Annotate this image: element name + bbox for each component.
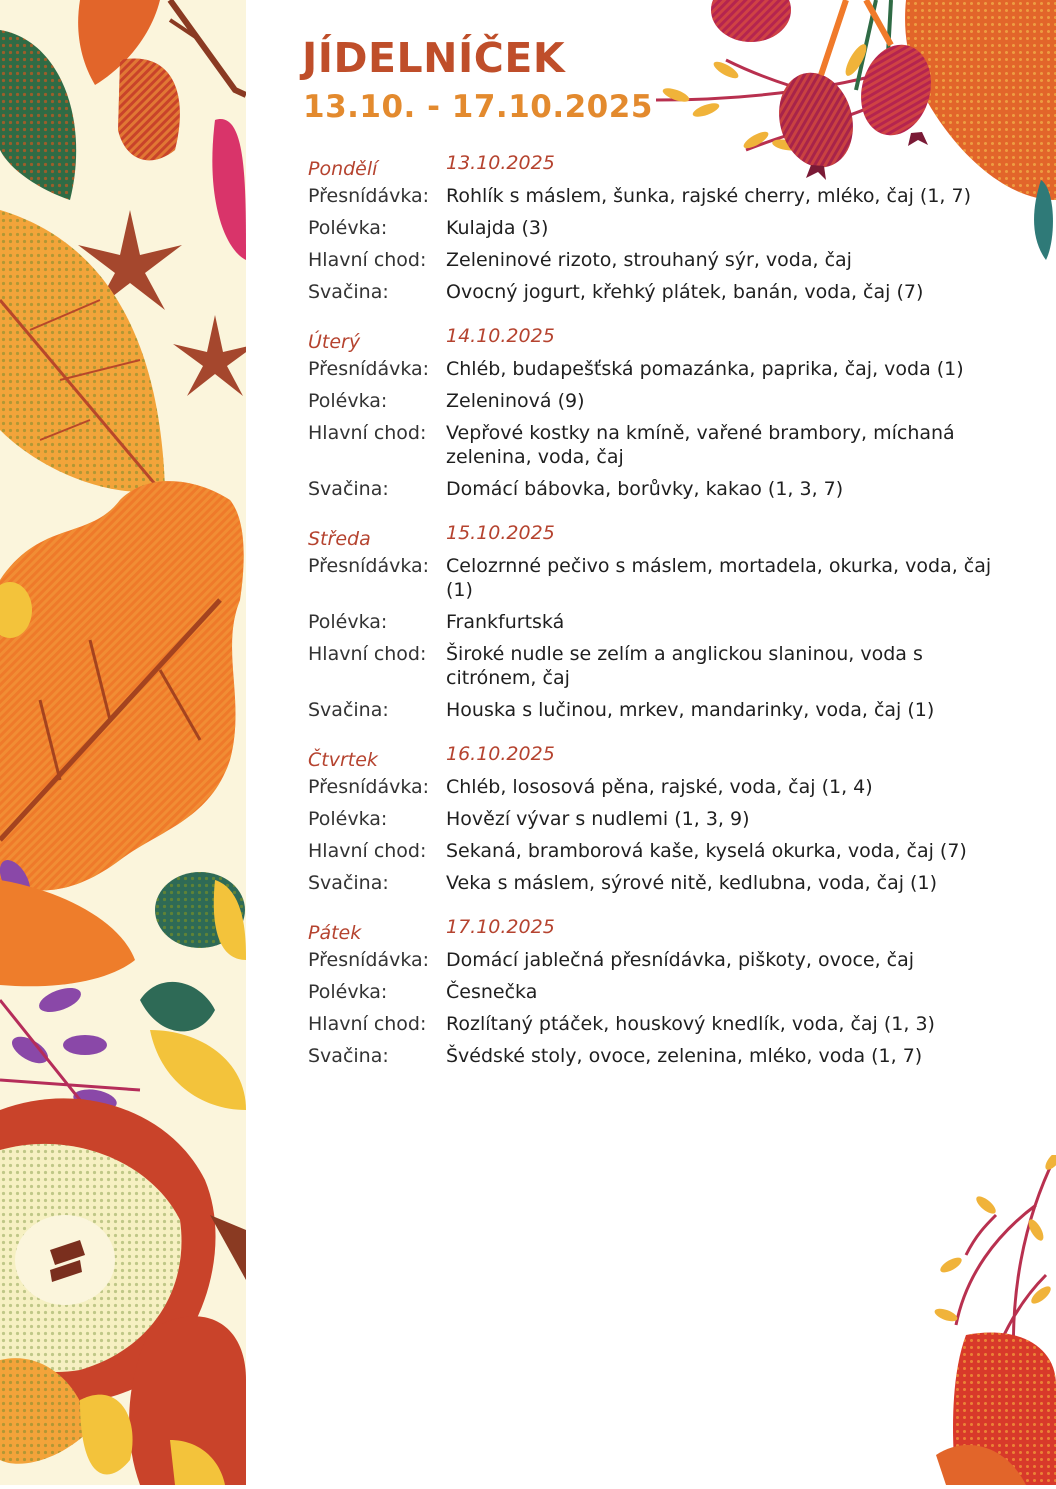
meal-label: Svačina:	[308, 281, 389, 303]
autumn-leaves-decoration-left	[0, 0, 246, 1485]
meal-label: Hlavní chod:	[308, 249, 427, 271]
meal-row-main	[308, 839, 998, 863]
meal-value: Rohlík s máslem, šunka, rajské cherry, mléko, čaj (1, 7)	[446, 185, 972, 207]
meal-label: Přesnídávka:	[308, 185, 430, 207]
meal-row-soup	[308, 980, 998, 1004]
meal-label: Přesnídávka:	[308, 776, 430, 798]
day-header	[308, 150, 998, 184]
week-date-range: 13.10. - 17.10.2025	[303, 89, 653, 125]
meal-label: Hlavní chod:	[308, 1013, 427, 1035]
meal-row-main	[308, 1012, 998, 1036]
meal-row-soup	[308, 216, 998, 240]
meal-row-main	[308, 421, 998, 469]
day-date: 17.10.2025	[446, 916, 555, 938]
meal-row-snack-afternoon	[308, 871, 998, 895]
meal-label: Hlavní chod:	[308, 422, 427, 444]
meal-value: Zeleninové rizoto, strouhaný sýr, voda, čaj	[446, 249, 852, 271]
meal-label: Přesnídávka:	[308, 358, 430, 380]
meal-row-snack-afternoon	[308, 698, 998, 722]
meal-row-snack-morning	[308, 184, 998, 208]
meal-label: Polévka:	[308, 611, 388, 633]
day-section-utery	[308, 323, 998, 501]
day-section-patek	[308, 914, 998, 1068]
meal-row-soup	[308, 389, 998, 413]
meal-label: Polévka:	[308, 390, 388, 412]
meal-value: Ovocný jogurt, křehký plátek, banán, voda, čaj (7)	[446, 281, 924, 303]
day-date: 16.10.2025	[446, 743, 555, 765]
day-date: 14.10.2025	[446, 325, 555, 347]
day-date: 13.10.2025	[446, 152, 555, 174]
meal-label: Polévka:	[308, 808, 388, 830]
day-header	[308, 741, 998, 775]
day-section-ctvrtek	[308, 741, 998, 895]
meal-value: Kulajda (3)	[446, 217, 549, 239]
meal-label: Svačina:	[308, 872, 389, 894]
meal-value: Houska s lučinou, mrkev, mandarinky, voda, čaj (1)	[446, 699, 935, 721]
meal-row-snack-afternoon	[308, 1044, 998, 1068]
meal-label: Svačina:	[308, 478, 389, 500]
meal-value: Rozlítaný ptáček, houskový knedlík, voda, čaj (1, 3)	[446, 1013, 935, 1035]
meal-value: Česnečka	[446, 981, 538, 1003]
meal-value: Domácí bábovka, borůvky, kakao (1, 3, 7)	[446, 478, 844, 500]
meal-row-snack-afternoon	[308, 280, 998, 304]
meal-label: Hlavní chod:	[308, 643, 427, 665]
meal-row-snack-morning	[308, 775, 998, 799]
meal-row-main	[308, 642, 998, 690]
meal-label: Přesnídávka:	[308, 555, 430, 577]
meal-value: Široké nudle se zelím a anglickou slaninou, voda s citrónem, čaj	[446, 643, 923, 689]
day-header	[308, 914, 998, 948]
meal-value: Domácí jablečná přesnídávka, piškoty, ovoce, čaj	[446, 949, 915, 971]
meal-value: Hovězí vývar s nudlemi (1, 3, 9)	[446, 808, 750, 830]
meal-label: Polévka:	[308, 217, 388, 239]
day-name: Pátek	[308, 922, 362, 944]
meal-value: Frankfurtská	[446, 611, 565, 633]
meal-value: Veka s máslem, sýrové nitě, kedlubna, voda, čaj (1)	[446, 872, 937, 894]
page-title: JÍDELNÍČEK	[302, 34, 566, 82]
day-name: Čtvrtek	[308, 749, 378, 771]
meal-label: Svačina:	[308, 1045, 389, 1067]
day-name: Úterý	[308, 331, 361, 353]
meal-value: Chléb, budapešťská pomazánka, paprika, čaj, voda (1)	[446, 358, 964, 380]
meal-label: Přesnídávka:	[308, 949, 430, 971]
meal-label: Hlavní chod:	[308, 840, 427, 862]
meal-label: Polévka:	[308, 981, 388, 1003]
meal-row-soup	[308, 807, 998, 831]
day-header	[308, 520, 998, 554]
meal-row-snack-afternoon	[308, 477, 998, 501]
day-section-pondeli	[308, 150, 998, 304]
meal-label: Svačina:	[308, 699, 389, 721]
meal-row-snack-morning	[308, 948, 998, 972]
meal-value: Sekaná, bramborová kaše, kyselá okurka, voda, čaj (7)	[446, 840, 967, 862]
meal-value: Vepřové kostky na kmíně, vařené brambory, míchaná zelenina, voda, čaj	[446, 422, 955, 468]
meal-row-snack-morning	[308, 357, 998, 381]
day-section-streda	[308, 520, 998, 722]
day-name: Středa	[308, 528, 371, 550]
meal-value: Chléb, lososová pěna, rajské, voda, čaj (1, 4)	[446, 776, 873, 798]
meal-row-main	[308, 248, 998, 272]
meal-row-soup	[308, 610, 998, 634]
meal-row-snack-morning	[308, 554, 998, 602]
branch-decoration-bottom-right	[926, 1155, 1056, 1485]
meal-value: Zeleninová (9)	[446, 390, 585, 412]
day-name: Pondělí	[308, 158, 378, 180]
meal-value: Švédské stoly, ovoce, zelenina, mléko, voda (1, 7)	[446, 1045, 923, 1067]
weekly-menu	[308, 150, 998, 1087]
day-date: 15.10.2025	[446, 522, 555, 544]
day-header	[308, 323, 998, 357]
meal-value: Celozrnné pečivo s máslem, mortadela, okurka, voda, čaj (1)	[446, 555, 992, 601]
